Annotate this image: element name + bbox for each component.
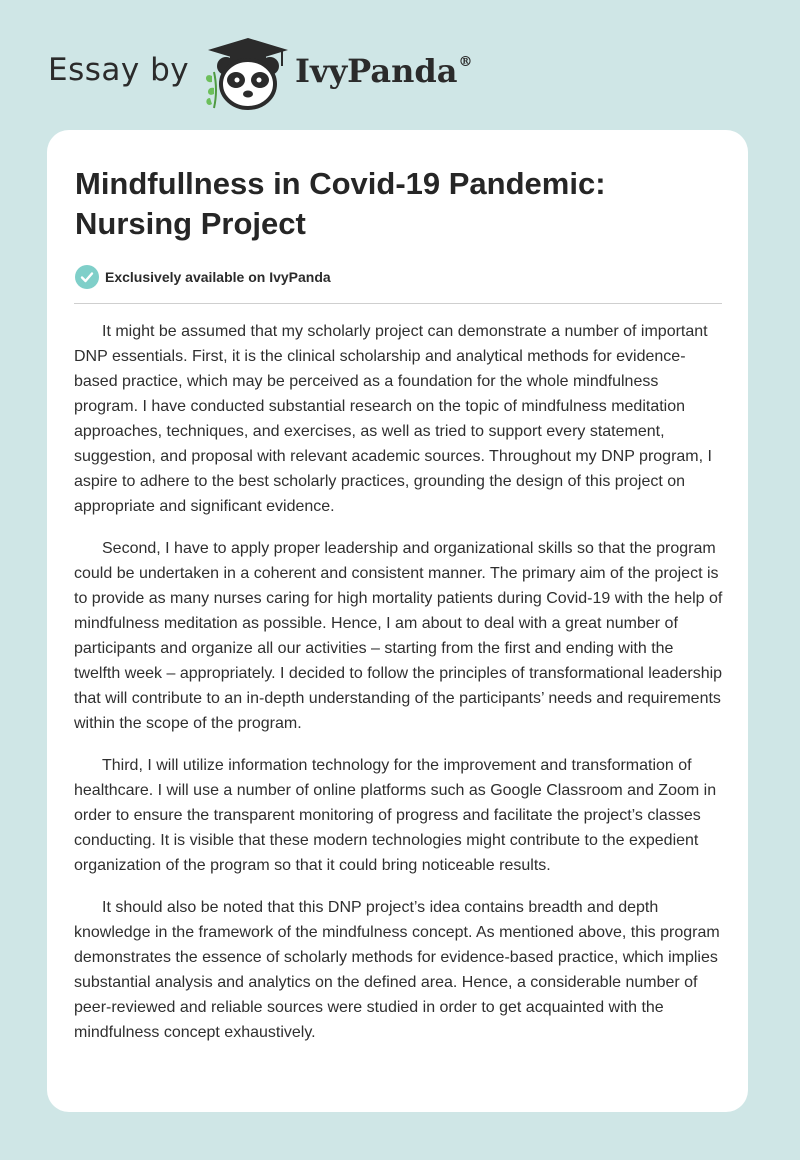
paragraph-4: It should also be noted that this DNP project’s idea contains breadth and depth knowledge in the framework of the mindfulness concept. As mentioned above, this program demonstrates the essence of scholarly methods for evidence-based practice, which implies substantial analysis and analytics on the defined area. Hence, a considerable number of peer-reviewed and reliable sources were studied in order to get acquainted with the mindfulness concept exhaustively. xyxy=(74,899,720,1041)
check-circle-icon xyxy=(75,265,99,289)
panda-logo-icon[interactable] xyxy=(200,36,290,110)
brand-text: IvyPanda xyxy=(295,52,458,90)
paragraph-2: Second, I have to apply proper leadership and organizational skills so that the program could be undertaken in a coherent and consistent manner. The primary aim of the project is to provide as many nurses caring for high mortality patients during Covid-19 with the help of mindfulness meditation as possible. Hence, I am about to deal with a great number of participants and organize all our activities – starting from the first and ending with the twelfth week – appropriately. I decided to follow the principles of transformational leadership that will contribute to an in-depth understanding of the participants’ needs and requirements within the scope of the program. xyxy=(74,540,723,732)
essay-body xyxy=(74,319,724,1062)
paragraph-3: Third, I will utilize information technology for the improvement and transformation of healthcare. I will use a number of online platforms such as Google Classroom and Zoom in order to ensure the transparent monitoring of progress and facilitate the project’s classes conducting. It is visible that these modern technologies might contribute to the expedient organization of the program so that it could bring noticeable results. xyxy=(74,757,717,874)
title-divider xyxy=(74,303,722,304)
brand-name[interactable] xyxy=(295,52,472,90)
essay-by-label: Essay by xyxy=(48,52,190,88)
registered-mark: ® xyxy=(458,54,473,70)
exclusive-label: Exclusively available on IvyPanda xyxy=(105,269,331,285)
page-title: Mindfullness in Covid-19 Pandemic: Nursing Project xyxy=(75,166,606,241)
site-header xyxy=(48,30,748,110)
essay-card xyxy=(47,130,748,1112)
paragraph-1: It might be assumed that my scholarly project can demonstrate a number of important DNP essentials. First, it is the clinical scholarship and analytical methods for evidence-based practice, which may be perceived as a foundation for the whole mindfulness program. I have conducted substantial research on the topic of mindfulness meditation approaches, techniques, and exercises, as well as tried to support every statement, suggestion, and proposal with relevant academic sources. Throughout my DNP program, I aspire to adhere to the best scholarly practices, grounding the design of this project on appropriate and significant evidence. xyxy=(74,323,712,515)
exclusive-badge xyxy=(75,264,331,290)
